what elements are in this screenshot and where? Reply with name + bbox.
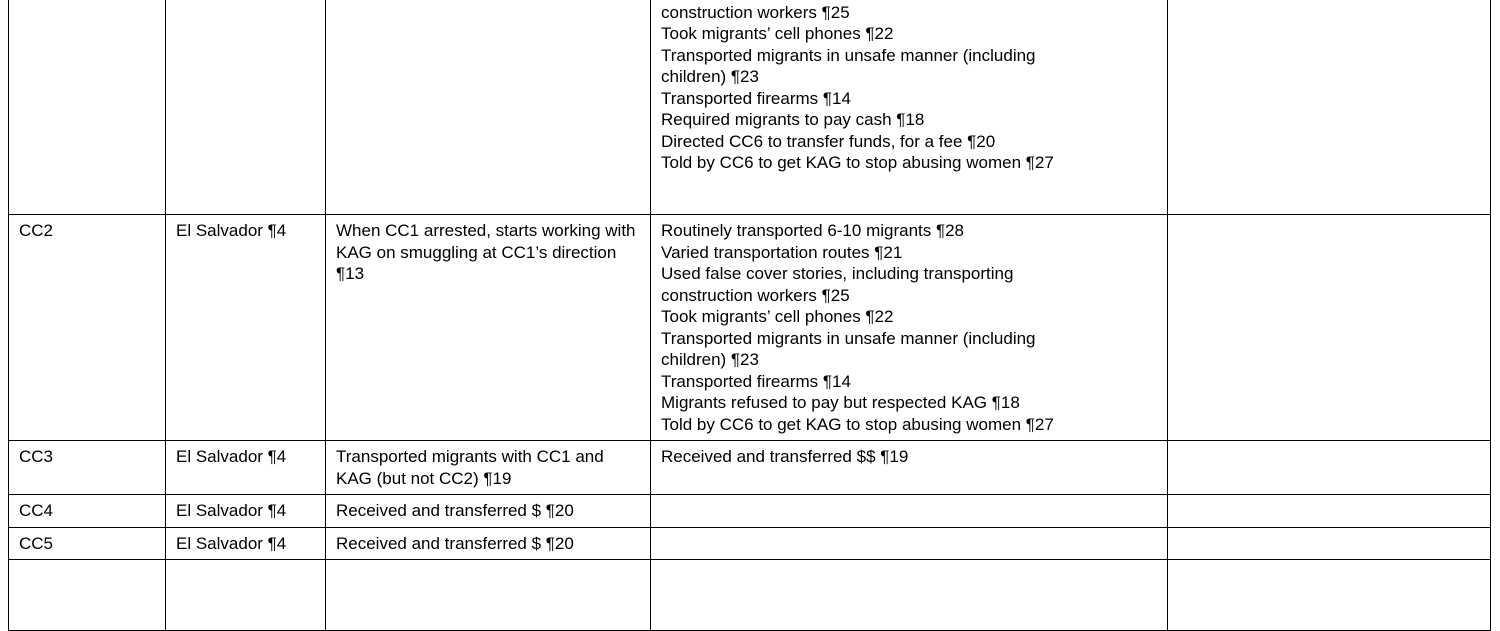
activity-line: construction workers ¶25 — [661, 2, 850, 22]
table-row — [9, 0, 1491, 215]
country-cell — [166, 560, 326, 631]
role-cell: When CC1 arrested, starts working with KAG on smuggling at CC1’s direction ¶13 — [326, 215, 651, 441]
activity-line: Received and transferred $$ ¶19 — [661, 447, 909, 466]
name-cell: CC2 — [9, 215, 166, 441]
role-cell — [326, 560, 651, 631]
notes-cell — [1168, 527, 1491, 560]
notes-cell — [1168, 215, 1491, 441]
role-cell: Received and transferred $ ¶20 — [326, 527, 651, 560]
activities-cell — [651, 560, 1168, 631]
activity-line: Migrants refused to pay but respected KAG ¶18 — [661, 393, 1020, 412]
activity-line: Told by CC6 to get KAG to stop abusing women ¶27 — [661, 153, 1054, 172]
activity-line: Required migrants to pay cash ¶18 — [661, 110, 925, 129]
name-cell — [9, 560, 166, 631]
activity-line: Transported firearms ¶14 — [661, 88, 851, 108]
country-cell: El Salvador ¶4 — [166, 495, 326, 528]
activities-cell — [651, 527, 1168, 560]
role-cell — [326, 0, 651, 215]
name-cell: CC5 — [9, 527, 166, 560]
country-cell — [166, 0, 326, 215]
notes-cell — [1168, 0, 1491, 215]
activities-cell — [651, 0, 1168, 215]
table-row — [9, 495, 1491, 528]
activities-cell — [651, 215, 1168, 441]
activity-line: Used false cover stories, including transporting — [661, 264, 1014, 283]
activities-cell — [651, 441, 1168, 495]
country-cell: El Salvador ¶4 — [166, 441, 326, 495]
activity-line: Took migrants’ cell phones ¶22 — [661, 24, 894, 43]
role-cell: Transported migrants with CC1 and KAG (but not CC2) ¶19 — [326, 441, 651, 495]
role-cell: Received and transferred $ ¶20 — [326, 495, 651, 528]
activity-line: Directed CC6 to transfer funds, for a fee ¶20 — [661, 131, 996, 151]
activity-line: Transported migrants in unsafe manner (including — [661, 328, 1036, 348]
activity-line: children) ¶23 — [661, 67, 759, 86]
name-cell: CC4 — [9, 495, 166, 528]
name-cell — [9, 0, 166, 215]
table-row — [9, 560, 1491, 631]
notes-cell — [1168, 495, 1491, 528]
activity-line: Took migrants’ cell phones ¶22 — [661, 307, 894, 326]
activity-line: Routinely transported 6-10 migrants ¶28 — [661, 221, 965, 240]
activity-line: construction workers ¶25 — [661, 285, 850, 305]
country-cell: El Salvador ¶4 — [166, 215, 326, 441]
activities-cell — [651, 495, 1168, 528]
name-cell: CC3 — [9, 441, 166, 495]
activity-line: Transported migrants in unsafe manner (including — [661, 45, 1036, 65]
activity-line: children) ¶23 — [661, 350, 759, 369]
notes-cell — [1168, 560, 1491, 631]
table-row — [9, 527, 1491, 560]
table-row — [9, 215, 1491, 441]
activity-line: Transported firearms ¶14 — [661, 371, 851, 391]
notes-cell — [1168, 441, 1491, 495]
country-cell: El Salvador ¶4 — [166, 527, 326, 560]
activity-line: Varied transportation routes ¶21 — [661, 242, 903, 262]
activity-line: Told by CC6 to get KAG to stop abusing women ¶27 — [661, 414, 1054, 434]
co-conspirator-table — [8, 0, 1491, 631]
table-row — [9, 441, 1491, 495]
